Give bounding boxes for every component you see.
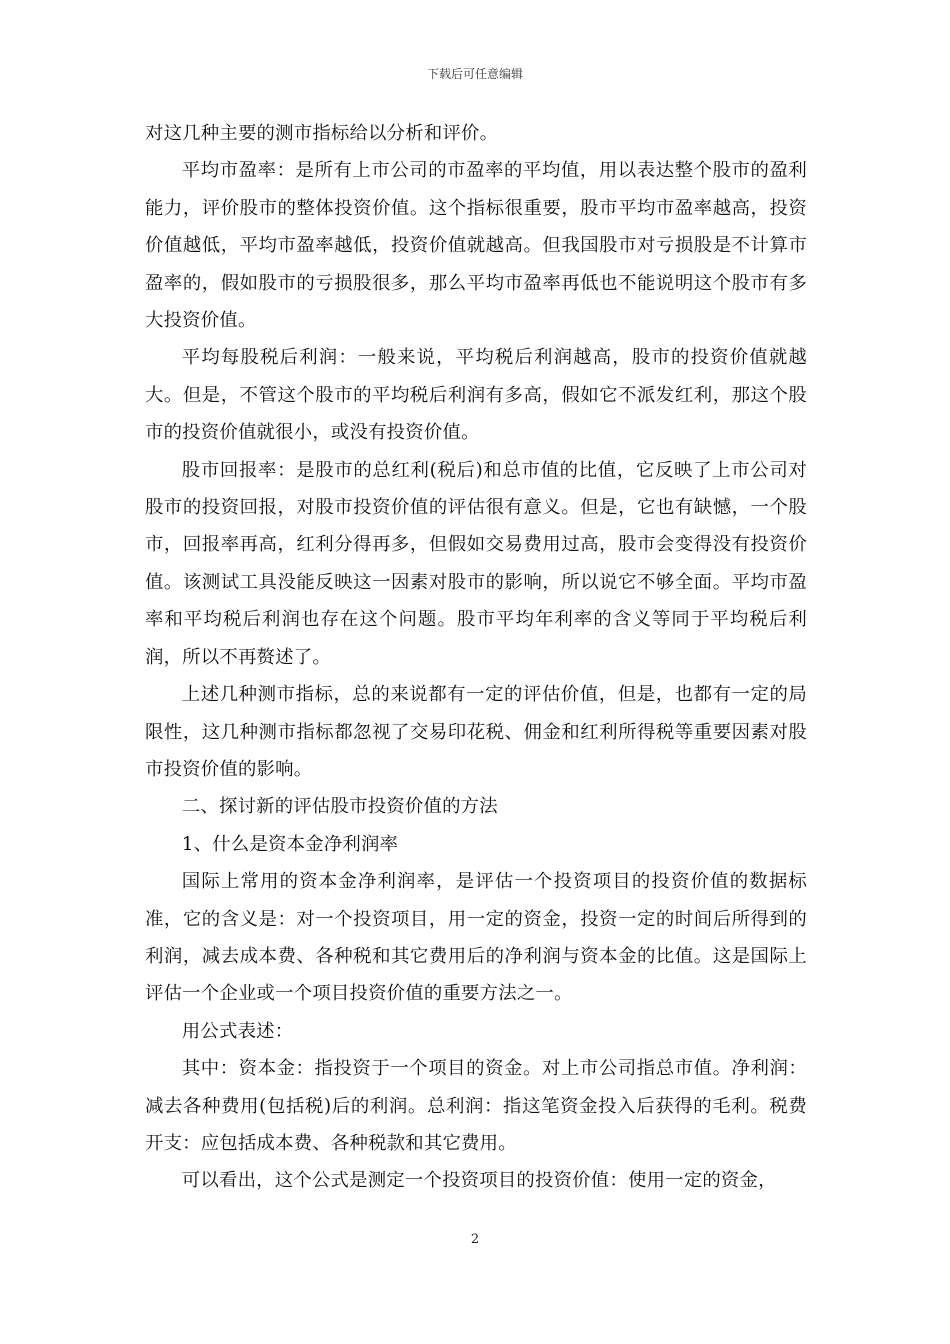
- paragraph: 二、探讨新的评估股市投资价值的方法: [181, 796, 498, 818]
- paragraph: 上述几种测市指标，总的来说都有一定的评估价值，但是，也都有一定的局限性，这几种测市指标都忽视了交易印花税、佣金和红利所得税等重要因素对股市投资价值的影响。: [145, 684, 807, 780]
- page-number: 2: [470, 1232, 480, 1247]
- paragraph: 平均市盈率：是所有上市公司的市盈率的平均值，用以表达整个股市的盈利能力，评价股市的整体投资价值。这个指标很重要，股市平均市盈率越高，投资价值越低，平均市盈率越低，投资价值就越高。但我国股市对亏损股是不计算市盈率的，假如股市的亏损股很多，那么平均市盈率再低也不能说明这个股市有多大投资价值。: [145, 160, 807, 332]
- paragraph: 股市回报率：是股市的总红利(税后)和总市值的比值，它反映了上市公司对股市的投资回报，对股市投资价值的评估很有意义。但是，它也有缺憾，一个股市，回报率再高，红利分得再多，但假如交易费用过高，股市会变得没有投资价值。该测试工具没能反映这一因素对股市的影响，所以说它不够全面。平均市盈率和平均税后利润也存在这个问题。股市平均年利率的含义等同于平均税后利润，所以不再赘述了。: [145, 459, 807, 668]
- paragraph: 平均每股税后利润：一般来说，平均税后利润越高，股市的投资价值就越大。但是，不管这个股市的平均税后利润有多高，假如它不派发红利，那这个股市的投资价值就很小，或没有投资价值。: [145, 347, 807, 444]
- paragraph: 国际上常用的资本金净利润率，是评估一个投资项目的投资价值的数据标准，它的含义是：对一个投资项目，用一定的资金，投资一定的时间后所得到的利润，减去成本费、各种税和其它费用后的净利润与资本金的比值。这是国际上评估一个企业或一个项目投资价值的重要方法之一。: [145, 871, 807, 1005]
- document-body: [145, 115, 807, 1200]
- paragraph: 用公式表述：: [181, 1020, 294, 1042]
- paragraph: 其中：资本金：指投资于一个项目的资金。对上市公司指总市值。净利润：减去各种费用(包括税)后的利润。总利润：指这笔资金投入后获得的毛利。税费开支：应包括成本费、各种税款和其它费用。: [145, 1058, 807, 1154]
- paragraph: 1、什么是资本金净利润率: [181, 833, 399, 855]
- paragraph: 可以看出，这个公式是测定一个投资项目的投资价值：使用一定的资金，: [181, 1170, 777, 1192]
- page-header-note: 下载后可任意编辑: [426, 67, 523, 81]
- paragraph: 对这几种主要的测市指标给以分析和评价。: [145, 123, 499, 144]
